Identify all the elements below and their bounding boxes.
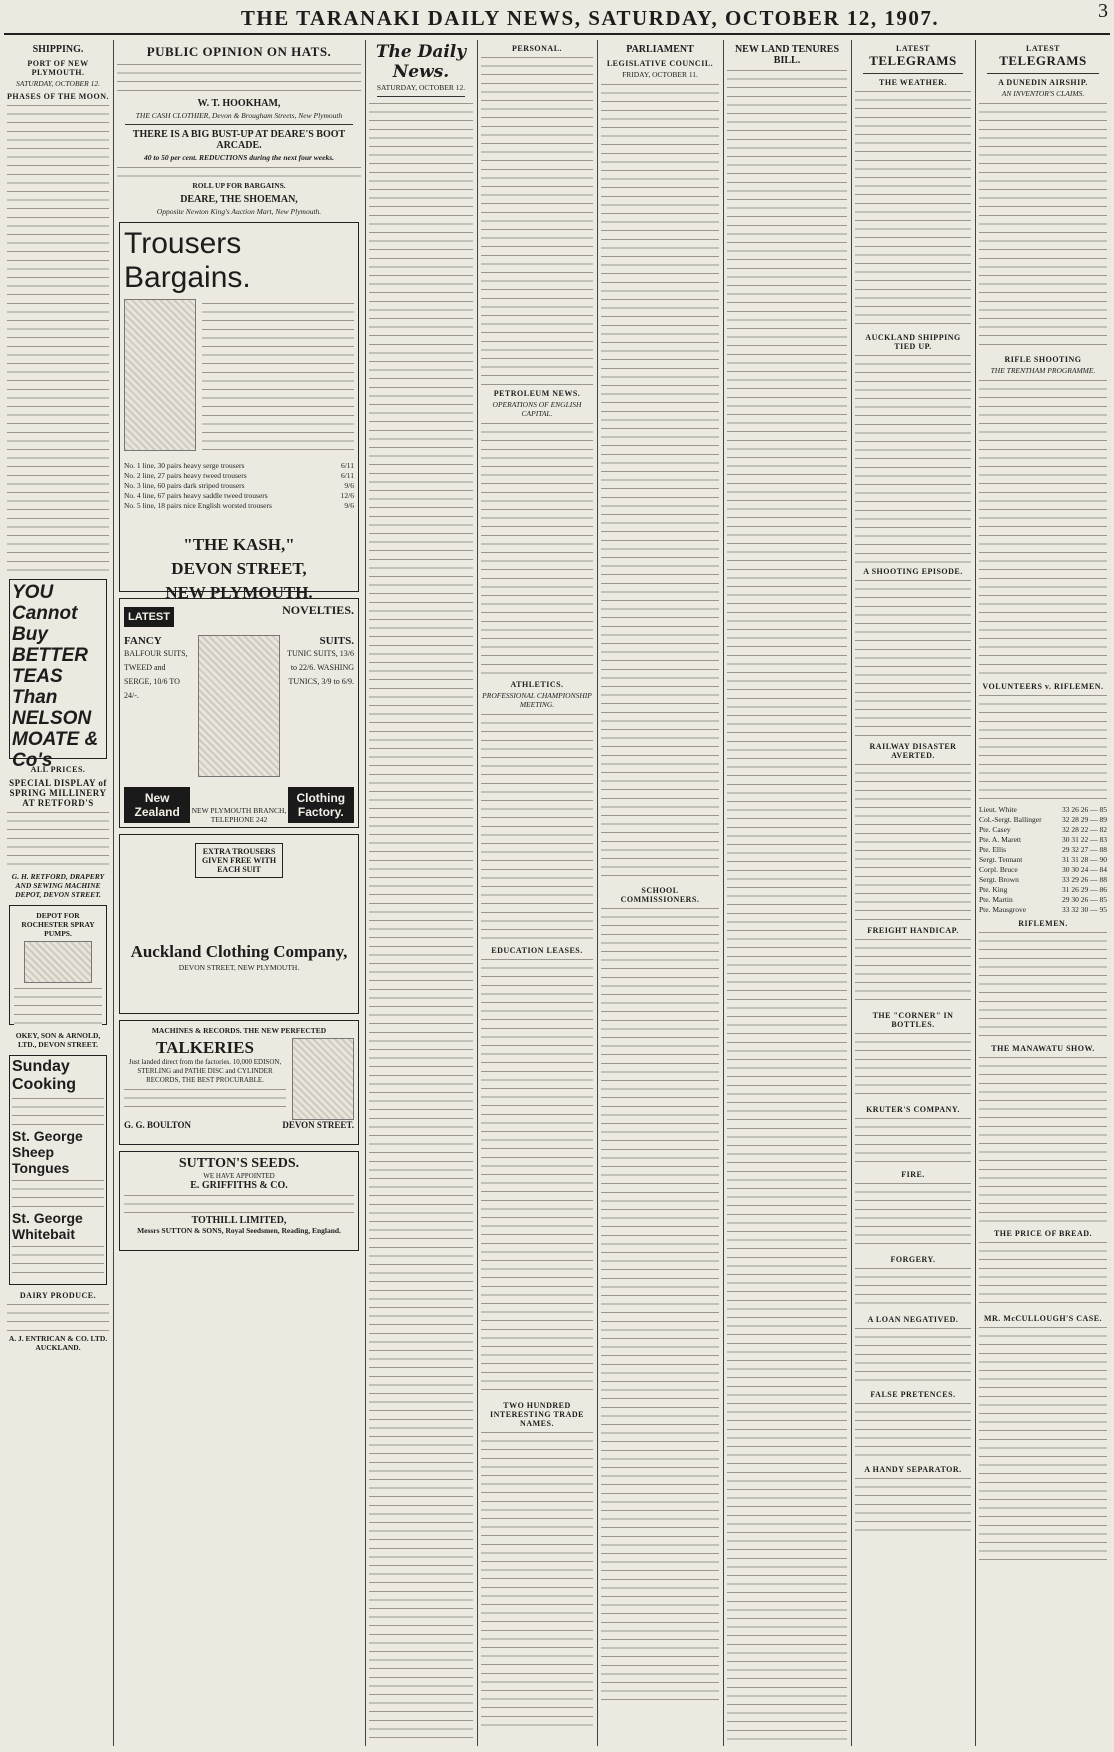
port-heading: PORT OF NEW PLYMOUTH. xyxy=(27,59,89,77)
score-value: 29 32 27 — 88 xyxy=(1062,845,1107,854)
score-value: 33 32 30 — 95 xyxy=(1062,905,1107,914)
column-telegrams-2 xyxy=(976,40,1110,1746)
sunday-cooking: Sunday Cooking xyxy=(12,1058,76,1093)
messrs-sutton: Messrs SUTTON & SONS, Royal Seedsmen, Reading, England. xyxy=(137,1226,341,1235)
railway-text xyxy=(855,762,971,922)
deare-address: Opposite Newton King's Auction Mart, New Plymouth. xyxy=(156,207,322,216)
divider xyxy=(125,124,353,125)
column-telegrams-1 xyxy=(852,40,974,1746)
column-personal xyxy=(478,40,596,1746)
tothill-name: TOTHILL LIMITED, xyxy=(191,1215,287,1226)
manawatu-heading: THE MANAWATU SHOW. xyxy=(991,1044,1095,1053)
false-pretences-heading: FALSE PRETENCES. xyxy=(870,1390,956,1399)
trade-names-text xyxy=(481,1430,593,1730)
mccullough-heading: MR. McCULLOUGH'S CASE. xyxy=(983,1314,1103,1323)
bust-up-heading: THERE IS A BIG BUST-UP AT DEARE'S BOOT ARCADE. xyxy=(132,129,346,151)
score-name: Sergt. Brown xyxy=(979,875,1019,884)
novelties-label: NOVELTIES. xyxy=(282,603,354,617)
kash-block xyxy=(124,533,354,605)
trousers-heading: Trousers xyxy=(124,227,242,260)
reductions-line: 40 to 50 per cent. REDUCTIONS during the next four weeks. xyxy=(143,153,335,162)
auckland-shipping-text xyxy=(855,353,971,563)
education-heading: EDUCATION LEASES. xyxy=(491,946,583,955)
extra-trousers: EXTRA TROUSERS GIVEN FREE WITH EACH SUIT xyxy=(195,843,283,878)
entrican-address: A. J. ENTRICAN & CO. LTD. AUCKLAND. xyxy=(8,1334,108,1352)
score-name: Pte. A. Marett xyxy=(979,835,1022,844)
score-name: Pte. Mausgrove xyxy=(979,905,1027,914)
parliament-date: FRIDAY, OCTOBER 11. xyxy=(622,70,698,79)
tunic-col xyxy=(284,635,354,777)
score-value: 32 28 22 — 82 xyxy=(1062,825,1107,834)
athletics-sub: PROFESSIONAL CHAMPIONSHIP MEETING. xyxy=(482,691,592,709)
masthead xyxy=(70,6,1110,30)
riflemen-heading: RIFLEMEN. xyxy=(1018,919,1068,928)
spray-pump-heading: DEPOT FOR ROCHESTER SPRAY PUMPS. xyxy=(21,911,95,938)
rifle-heading: RIFLE SHOOTING xyxy=(1004,355,1082,364)
spray-pump-illustration xyxy=(24,941,92,983)
false-pretences-text xyxy=(855,1401,971,1461)
price-label: No. 4 line, 67 pairs heavy saddle tweed trousers xyxy=(124,491,268,500)
score-row xyxy=(979,865,1107,875)
weather-heading: THE WEATHER. xyxy=(879,78,947,87)
nz-clothing-factory-ad xyxy=(119,598,359,828)
talkeries-text-col xyxy=(124,1038,286,1120)
athletics-text xyxy=(481,712,593,942)
price-row xyxy=(124,491,354,501)
score-name: Sergt. Tennant xyxy=(979,855,1023,864)
score-value: 31 26 29 — 86 xyxy=(1062,885,1107,894)
novelties-row xyxy=(124,603,354,631)
branch-telephone: NEW PLYMOUTH BRANCH, TELEPHONE 242 xyxy=(191,806,287,824)
bust-up-text xyxy=(117,165,361,179)
petroleum-sub: OPERATIONS OF ENGLISH CAPITAL. xyxy=(492,400,582,418)
public-opinion-text xyxy=(117,62,361,94)
score-row xyxy=(979,815,1107,825)
trousers-text xyxy=(202,301,354,451)
mccullough-text xyxy=(979,1325,1107,1565)
all-prices: ALL PRICES. xyxy=(30,765,86,774)
masthead-rule xyxy=(4,33,1110,35)
talkeries-sub: Just landed direct from the factories. 10,000 EDISON, STERLING and PATHE DISC and CYLINDER RECORDS, THE BEST PROCURABLE. xyxy=(128,1058,282,1084)
sunday-text xyxy=(12,1096,104,1126)
talkeries-ad xyxy=(119,1020,359,1145)
shooting-text xyxy=(855,578,971,738)
daily-news-title: The Daily News. xyxy=(375,42,467,82)
score-value: 30 31 22 — 83 xyxy=(1062,835,1107,844)
score-value: 31 31 28 — 90 xyxy=(1062,855,1107,864)
boy-suit-illustration xyxy=(198,635,280,777)
hookham-name: W. T. HOOKHAM, xyxy=(197,98,281,109)
balfour-col xyxy=(124,635,194,777)
score-name: Pte. Martin xyxy=(979,895,1013,904)
spray-pump-text xyxy=(14,986,102,1030)
kash-town: NEW PLYMOUTH. xyxy=(165,583,313,602)
parliament-heading: PARLIAMENT xyxy=(626,44,694,55)
score-name: Corpl. Bruce xyxy=(979,865,1018,874)
column-shipping xyxy=(4,40,112,1746)
price-row xyxy=(124,481,354,491)
moon-phases-heading: PHASES OF THE MOON. xyxy=(7,92,109,101)
kash-street: DEVON STREET, xyxy=(171,559,307,578)
latest-label: LATEST xyxy=(896,44,930,53)
manawatu-text xyxy=(979,1055,1107,1225)
spray-pump-ad xyxy=(9,905,107,1025)
shipping-heading: SHIPPING. xyxy=(32,44,84,55)
column-land-tenures xyxy=(724,40,850,1746)
volunteers-heading: VOLUNTEERS v. RIFLEMEN. xyxy=(982,682,1104,691)
score-value: 29 30 26 — 85 xyxy=(1062,895,1107,904)
bread-heading: THE PRICE OF BREAD. xyxy=(993,1229,1093,1238)
bread-text xyxy=(979,1240,1107,1310)
personal-text xyxy=(481,55,593,385)
boulton-street: DEVON STREET. xyxy=(282,1120,354,1130)
forgery-text xyxy=(855,1266,971,1311)
divider xyxy=(377,96,465,97)
nz-label: New Zealand xyxy=(124,787,190,823)
spacer xyxy=(124,882,354,942)
kruter-heading: KRUTER'S COMPANY. xyxy=(866,1105,960,1114)
kruter-text xyxy=(855,1116,971,1166)
legislative-council: LEGISLATIVE COUNCIL. xyxy=(606,59,714,68)
port-date: SATURDAY, OCTOBER 12. xyxy=(16,79,100,88)
shipping-text-block xyxy=(7,103,109,573)
score-row xyxy=(979,825,1107,835)
price-value: 6/11 xyxy=(340,461,354,470)
public-opinion-heading: PUBLIC OPINION ON HATS. xyxy=(146,44,332,59)
fire-heading: FIRE. xyxy=(901,1170,925,1179)
price-value: 9/6 xyxy=(344,481,354,490)
trousers-illustration xyxy=(124,299,196,451)
whitebait-text xyxy=(12,1244,104,1274)
weather-text xyxy=(855,89,971,329)
column-parliament xyxy=(598,40,722,1746)
price-label: No. 5 line, 18 pairs nice English worsted trousers xyxy=(124,501,272,510)
boulton-name: G. G. BOULTON xyxy=(124,1120,192,1130)
score-row xyxy=(979,895,1107,905)
millinery-heading: SPECIAL DISPLAY of SPRING MILLINERY AT RETFORD'S xyxy=(9,778,107,808)
separator-text xyxy=(855,1476,971,1536)
price-value: 9/6 xyxy=(344,501,354,510)
auckland-clothing-ad xyxy=(119,834,359,1014)
appointed-line: WE HAVE APPOINTED xyxy=(203,1172,275,1180)
score-name: Lieut. White xyxy=(979,805,1017,814)
dairy-text xyxy=(7,1302,109,1332)
factory-row xyxy=(124,783,354,827)
score-value: 32 28 29 — 89 xyxy=(1062,815,1107,824)
land-tenures-text xyxy=(727,68,847,1746)
balfour-suits: BALFOUR SUITS, TWEED and SERGE, 10/6 TO 24/-. xyxy=(124,649,188,700)
suttons-text xyxy=(124,1193,354,1213)
price-row xyxy=(124,461,354,471)
separator-heading: A HANDY SEPARATOR. xyxy=(864,1465,962,1474)
trousers-body xyxy=(124,299,354,453)
sheep-tongues: St. George Sheep Tongues xyxy=(12,1128,83,1176)
roll-up: ROLL UP FOR BARGAINS. xyxy=(192,181,286,190)
tea-ad-text: YOU Cannot Buy BETTER TEAS Than NELSON MOATE & Co's xyxy=(12,582,99,771)
price-row xyxy=(124,501,354,511)
telegrams-heading: TELEGRAMS xyxy=(869,53,957,68)
score-row xyxy=(979,805,1107,815)
petroleum-heading: PETROLEUM NEWS. xyxy=(493,389,581,398)
loan-heading: A LOAN NEGATIVED. xyxy=(867,1315,959,1324)
score-value: 30 30 24 — 84 xyxy=(1062,865,1107,874)
latest-label: LATEST xyxy=(1026,44,1060,53)
school-commissioners-text xyxy=(601,906,719,1706)
price-label: No. 2 line, 27 pairs heavy tweed trousers xyxy=(124,471,247,480)
petroleum-text xyxy=(481,421,593,676)
masthead-title: THE TARANAKI DAILY NEWS, SATURDAY, OCTOBER 12, 1907. xyxy=(240,6,940,30)
freight-text xyxy=(855,937,971,1007)
parliament-text xyxy=(601,82,719,882)
price-row xyxy=(124,471,354,481)
school-commissioners-heading: SCHOOL COMMISSIONERS. xyxy=(620,886,700,904)
airship-heading: A DUNEDIN AIRSHIP. xyxy=(998,78,1088,87)
editorial-text xyxy=(369,101,473,1741)
suits-label: SUITS. xyxy=(319,635,354,647)
dairy-produce: DAIRY PRODUCE. xyxy=(19,1291,97,1300)
trousers-bargains-ad xyxy=(119,222,359,602)
auckland-clothing-name: Auckland Clothing Company, xyxy=(130,942,348,961)
tunic-suits: TUNIC SUITS, 13/6 to 22/6. WASHING TUNICS, 3/9 to 6/9. xyxy=(287,649,354,686)
volunteers-text xyxy=(979,693,1107,803)
telegrams-heading: TELEGRAMS xyxy=(999,53,1087,68)
shooting-heading: A SHOOTING EPISODE. xyxy=(863,567,963,576)
whitebait: St. George Whitebait xyxy=(12,1210,83,1242)
trade-names-heading: TWO HUNDRED INTERESTING TRADE NAMES. xyxy=(490,1401,584,1428)
score-name: Pte. King xyxy=(979,885,1008,894)
st-george-ad xyxy=(9,1055,107,1285)
divider xyxy=(987,73,1099,74)
talkeries-body xyxy=(124,1038,354,1120)
boulton-row xyxy=(124,1120,354,1130)
score-value: 33 29 26 — 88 xyxy=(1062,875,1107,884)
griffiths-name: E. GRIFFITHS & CO. xyxy=(190,1180,288,1191)
talkeries-heading: TALKERIES xyxy=(156,1038,254,1057)
airship-text xyxy=(979,101,1107,351)
talkeries-text xyxy=(124,1087,286,1107)
score-value: 33 26 26 — 85 xyxy=(1062,805,1107,814)
inventor-sub: AN INVENTOR'S CLAIMS. xyxy=(1001,89,1085,98)
hookham-address: THE CASH CLOTHIER, Devon & Brougham Streets, New Plymouth xyxy=(135,111,343,120)
price-value: 6/11 xyxy=(340,471,354,480)
fancy-suits-row xyxy=(124,635,354,777)
score-row xyxy=(979,875,1107,885)
millinery-text xyxy=(7,810,109,870)
score-name: Pte. Ellis xyxy=(979,845,1007,854)
auckland-shipping-heading: AUCKLAND SHIPPING TIED UP. xyxy=(865,333,961,351)
freight-heading: FREIGHT HANDICAP. xyxy=(867,926,959,935)
fire-text xyxy=(855,1181,971,1251)
daily-news-date: SATURDAY, OCTOBER 12. xyxy=(376,83,466,92)
education-text xyxy=(481,957,593,1397)
sheep-tongues-text xyxy=(12,1178,104,1208)
fancy-label: FANCY xyxy=(124,635,162,647)
column-daily-news xyxy=(366,40,476,1746)
score-row xyxy=(979,835,1107,845)
trentham-sub: THE TRENTHAM PROGRAMME. xyxy=(990,366,1096,375)
railway-heading: RAILWAY DISASTER AVERTED. xyxy=(869,742,957,760)
forgery-heading: FORGERY. xyxy=(890,1255,936,1264)
corner-text xyxy=(855,1031,971,1101)
deare-shoeman: DEARE, THE SHOEMAN, xyxy=(180,194,298,205)
latest-label: LATEST xyxy=(124,607,174,627)
land-tenures-heading: NEW LAND TENURES BILL. xyxy=(734,44,840,66)
column-advertisements xyxy=(114,40,364,1746)
riflemen-scores xyxy=(979,930,1107,1040)
bargains-heading: Bargains. xyxy=(124,261,251,294)
divider xyxy=(863,73,963,74)
phonograph-illustration xyxy=(292,1038,354,1120)
clothing-factory-label: Clothing Factory. xyxy=(288,787,354,823)
kash-name: "THE KASH," xyxy=(183,535,295,554)
suttons-heading: SUTTON'S SEEDS. xyxy=(178,1156,300,1171)
loan-text xyxy=(855,1326,971,1386)
price-label: No. 3 line, 60 pairs dark striped trousers xyxy=(124,481,245,490)
price-value: 12/6 xyxy=(340,491,354,500)
score-row xyxy=(979,845,1107,855)
score-row xyxy=(979,855,1107,865)
machines-records: MACHINES & RECORDS. THE NEW PERFECTED xyxy=(151,1026,327,1035)
personal-heading: PERSONAL. xyxy=(511,44,563,53)
score-name: Col.-Sergt. Ballinger xyxy=(979,815,1042,824)
trentham-text xyxy=(979,378,1107,678)
score-name: Pte. Casey xyxy=(979,825,1011,834)
athletics-heading: ATHLETICS. xyxy=(510,680,564,689)
auckland-clothing-address: DEVON STREET, NEW PLYMOUTH. xyxy=(178,963,300,972)
scores-table xyxy=(979,805,1107,915)
okey-son-arnold: OKEY, SON & ARNOLD, LTD., DEVON STREET. xyxy=(15,1031,101,1049)
page-number: 3 xyxy=(1098,0,1108,22)
suttons-seeds-ad xyxy=(119,1151,359,1251)
trousers-price-list xyxy=(124,461,354,511)
score-row xyxy=(979,905,1107,915)
price-label: No. 1 line, 30 pairs heavy serge trousers xyxy=(124,461,245,470)
corner-heading: THE "CORNER" IN BOTTLES. xyxy=(872,1011,954,1029)
score-row xyxy=(979,885,1107,895)
retford-address: G. H. RETFORD, DRAPERY AND SEWING MACHINE DEPOT, DEVON STREET. xyxy=(11,872,105,899)
